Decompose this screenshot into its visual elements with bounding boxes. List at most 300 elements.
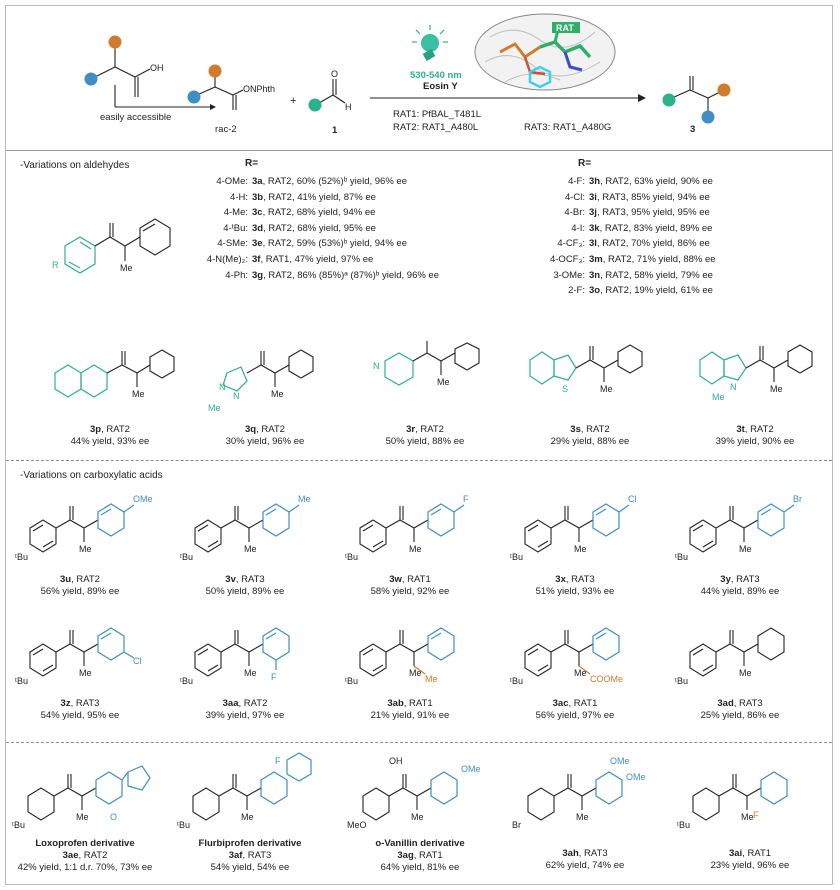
yield-ee: 64% yield, 81% ee: [380, 861, 460, 873]
drug-derivative-structure: [675, 750, 825, 835]
caption-line: [10, 710, 150, 722]
reaction-arrow: [370, 92, 650, 104]
aryl-substituent-label: ᵗBu: [12, 820, 25, 830]
yield-ee: 62% yield, 74% ee: [545, 859, 625, 871]
enzyme-label: , RAT3: [242, 849, 272, 861]
compound-caption: [10, 574, 150, 598]
compound-id: 3d: [252, 222, 264, 234]
compound-caption: [340, 698, 480, 722]
tbu-label: ᵗBu: [675, 676, 688, 686]
caption-line: [340, 710, 480, 722]
functional-group-label: F: [275, 756, 281, 766]
caption-line: [175, 710, 315, 722]
compound-caption: [505, 574, 645, 598]
h-label: H: [345, 102, 352, 112]
substituent-label: 4-Br:: [564, 207, 585, 219]
compound-caption: [340, 838, 500, 874]
compound-id: 3g: [252, 269, 264, 281]
rat2-definition: RAT2: RAT1_A480L: [393, 122, 479, 133]
compound-id: 3ad: [717, 698, 734, 709]
separator: ,: [263, 222, 269, 234]
methyl-label: Me: [741, 812, 754, 822]
methyl-label: Me: [600, 384, 613, 394]
result-text: RAT2, 70% yield, 86% ee: [602, 238, 710, 250]
caption-line: [170, 838, 330, 850]
enzyme-label: , RAT2: [256, 424, 285, 435]
caption-line: [10, 698, 150, 710]
compound-id: 3w: [389, 574, 402, 585]
compound-id: 3h: [589, 176, 601, 187]
yield-ee: 30% yield, 96% ee: [225, 435, 305, 447]
separator: ,: [260, 254, 266, 265]
acid-product-structure: [15, 612, 155, 702]
enzyme-label: , RAT2: [238, 698, 268, 709]
substituent-row: [525, 223, 712, 237]
compound-id: 3l: [589, 238, 597, 250]
aryl-substituent-label: Br: [512, 820, 521, 830]
substituent-label: 4-Me:: [223, 207, 248, 219]
compound-caption: [340, 574, 480, 598]
acid-product-structure: [345, 488, 485, 578]
enzyme-label: , RAT2: [101, 424, 130, 435]
compound-id: 3t: [736, 424, 745, 435]
light-wavelength: 530-540 nm: [410, 70, 462, 81]
compound-id: 3r: [406, 424, 416, 435]
compound-caption: [365, 424, 485, 448]
compound-id: 3ag: [397, 849, 414, 861]
compound-id: 3j: [589, 207, 597, 219]
separator: ,: [600, 176, 606, 187]
caption-line: [340, 574, 480, 586]
methyl-label: Me: [574, 668, 587, 678]
substituent-label: Cl: [628, 494, 637, 504]
caption-line: [205, 436, 325, 448]
substituent-label: 4-Ph:: [225, 269, 248, 281]
substituent-label: 4-OCF₃:: [549, 254, 585, 265]
aldehyde-structure: [305, 65, 355, 120]
yield-ee: 56% yield, 89% ee: [40, 585, 120, 597]
aldehyde-core-structure: [50, 215, 175, 290]
substituent-label: Br: [793, 494, 802, 504]
enzyme-label: , RAT1: [401, 574, 431, 585]
substituent-row: [525, 176, 713, 190]
caption-line: [50, 436, 170, 448]
result-text: RAT2, 68% yield, 94% ee: [267, 207, 376, 219]
result-text: RAT2, 60% (52%)ᵇ yield, 96% ee: [267, 176, 407, 187]
compound-caption: [5, 838, 165, 874]
caption-line: [170, 850, 330, 862]
compound-caption: [175, 574, 315, 598]
aryl-substituent-label: ᵗBu: [177, 820, 190, 830]
caption-line: [670, 698, 810, 710]
result-text: RAT2, 71% yield, 88% ee: [608, 254, 716, 265]
enzyme-label: , RAT2: [78, 849, 108, 861]
aldehyde-section-title: -Variations on aldehydes: [20, 160, 130, 171]
enzyme-label: , RAT2: [71, 574, 100, 585]
result-text: RAT2, 41% yield, 87% ee: [268, 191, 376, 203]
caption-line: [5, 850, 165, 862]
methyl-label: Me: [244, 668, 257, 678]
substituent-label: COOMe: [590, 674, 624, 684]
photocatalyst: Eosin Y: [423, 81, 458, 92]
substituent-label: 4-N(Me)₂:: [206, 254, 248, 265]
compound-id: 3v: [225, 574, 236, 585]
compound-caption: [670, 698, 810, 722]
caption-line: [340, 838, 500, 850]
compound-caption: [205, 424, 325, 448]
substituent-label: F: [271, 672, 277, 682]
rac2-label: rac-2: [215, 124, 237, 135]
n-methyl-label: Me: [712, 392, 725, 402]
enzyme-label: , RAT3: [235, 574, 265, 585]
substituent-row: [188, 207, 375, 221]
caption-line: [175, 574, 315, 586]
caption-line: [505, 698, 645, 710]
substituent-label: 4-H:: [230, 191, 248, 203]
separator: ,: [602, 254, 609, 265]
compound-id: 3o: [589, 285, 601, 297]
caption-line: [505, 586, 645, 598]
tbu-label: ᵗBu: [675, 552, 688, 562]
functional-group-label: OH: [389, 756, 403, 766]
yield-ee: 39% yield, 97% ee: [205, 709, 285, 721]
substituent-row: [188, 238, 407, 252]
yield-ee: 39% yield, 90% ee: [715, 435, 795, 447]
yield-ee: 25% yield, 86% ee: [700, 709, 780, 721]
rac2-structure: [185, 65, 275, 120]
compound-id: 3u: [60, 574, 72, 585]
derivative-name: o-Vanillin derivative: [375, 838, 465, 849]
result-text: RAT2, 86% (85%)ᵃ (87%)ᵇ yield, 96% ee: [268, 269, 440, 281]
caption-line: [365, 436, 485, 448]
r-equals-right: R=: [578, 158, 592, 169]
yield-ee: 21% yield, 91% ee: [370, 709, 450, 721]
methyl-label: Me: [437, 377, 450, 387]
acid-product-structure: [510, 488, 650, 578]
tbu-label: ᵗBu: [180, 552, 193, 562]
compound-caption: [530, 424, 650, 448]
caption-line: [5, 862, 165, 874]
enzyme-label: , RAT3: [730, 574, 760, 585]
caption-line: [670, 586, 810, 598]
product-structure: [660, 72, 740, 127]
blue-substituent-dot: [702, 111, 715, 124]
substituent-label: Cl: [133, 656, 142, 666]
oh-label: OH: [150, 63, 164, 73]
caption-line: [10, 574, 150, 586]
methyl-label: Me: [409, 668, 422, 678]
r-group-label: R: [52, 260, 59, 270]
enzyme-label: , RAT3: [565, 574, 595, 585]
enzyme-label: , RAT1: [413, 849, 443, 861]
result-text: RAT2, 58% yield, 79% ee: [605, 269, 713, 281]
caption-line: [205, 424, 325, 436]
aryl-substituent-label: MeO: [347, 820, 367, 830]
enzyme-pocket-graphic: [470, 12, 620, 92]
caption-line: [175, 698, 315, 710]
pyridyl-structure: [365, 345, 480, 415]
compound-id: 3e: [252, 238, 263, 250]
nitrogen-label: N: [233, 391, 240, 401]
n-methyl-label: Me: [208, 403, 221, 413]
methyl-label: Me: [241, 812, 254, 822]
onphth-label: ONPhth: [243, 84, 276, 94]
separator: ,: [263, 191, 269, 203]
compound-id: 3s: [570, 424, 581, 435]
substituent-label: 4-F:: [568, 176, 585, 187]
functional-group-label: OMe: [610, 756, 630, 766]
compound-id: 3a: [252, 176, 263, 187]
compound-caption: [670, 848, 830, 872]
blue-substituent-dot: [188, 91, 201, 104]
substituent-row: [188, 254, 373, 268]
light-bulb-icon: [408, 22, 458, 67]
compound-id: 3ah: [562, 848, 579, 859]
compound-id: 3z: [60, 698, 71, 709]
substituent-label: F: [463, 494, 469, 504]
divider-scheme: [6, 150, 832, 151]
drug-derivative-structure: [345, 750, 495, 835]
acid-section-title: -Variations on carboxylatic acids: [20, 470, 163, 481]
teal-substituent-dot: [663, 94, 676, 107]
compound-caption: [175, 698, 315, 722]
substituent-row: [525, 207, 710, 221]
compound-id: 3f: [252, 254, 261, 265]
separator: ,: [596, 207, 603, 219]
substituent-label: 2-F:: [568, 285, 585, 297]
caption-line: [670, 710, 810, 722]
compound-id: 3k: [589, 222, 600, 234]
substituent-label: 4-SMe:: [217, 238, 248, 250]
result-text: RAT2, 63% yield, 90% ee: [605, 176, 713, 187]
methyl-label: Me: [739, 544, 752, 554]
r-equals-left: R=: [245, 158, 259, 169]
enzyme-label: , RAT3: [70, 698, 100, 709]
yield-ee: 54% yield, 54% ee: [210, 861, 290, 873]
compound-caption: [695, 424, 815, 448]
substituent-label: OMe: [133, 494, 153, 504]
tbu-label: ᵗBu: [345, 676, 358, 686]
substituent-label: 4-CF₃:: [557, 238, 585, 250]
compound-caption: [170, 838, 330, 874]
caption-line: [50, 424, 170, 436]
functional-group-label: O: [110, 812, 118, 822]
methoxy-label: OMe: [626, 772, 646, 782]
caption-line: [10, 586, 150, 598]
compound-id: 3x: [555, 574, 566, 585]
separator: ,: [262, 176, 268, 187]
substituent-row: [188, 270, 439, 284]
result-text: RAT3, 85% yield, 94% ee: [602, 191, 710, 203]
product-label: 3: [690, 124, 696, 135]
enzyme-label: , RAT2: [580, 424, 610, 435]
aryl-substituent-label: ᵗBu: [677, 820, 690, 830]
yield-ee: 54% yield, 95% ee: [40, 709, 120, 721]
substituent-row: [525, 238, 710, 252]
methyl-label: Me: [120, 263, 133, 273]
caption-line: [170, 862, 330, 874]
orange-substituent-dot: [718, 84, 731, 97]
substituent-row: [525, 285, 713, 299]
acid-product-structure: [180, 488, 320, 578]
rat1-definition: RAT1: PfBAL_T481L: [393, 109, 482, 120]
tbu-label: ᵗBu: [510, 552, 523, 562]
caption-line: [505, 848, 665, 860]
naphthyl-structure: [40, 345, 175, 415]
yield-ee: 51% yield, 93% ee: [535, 585, 615, 597]
methyl-label: Me: [770, 384, 783, 394]
derivative-name: Loxoprofen derivative: [35, 838, 135, 849]
caption-line: [340, 850, 500, 862]
compound-caption: [10, 698, 150, 722]
methyl-label: Me: [79, 668, 92, 678]
methyl-label: Me: [574, 544, 587, 554]
acid-product-structure: [345, 612, 485, 702]
enzyme-label: , RAT3: [578, 848, 608, 859]
compound-id: 3q: [245, 424, 257, 435]
compound-id: 3p: [90, 424, 102, 435]
substituent-label: 4-Cl:: [564, 191, 585, 203]
compound-id: 3ae: [62, 849, 79, 861]
compound-id: 3b: [252, 191, 264, 203]
substituent-row: [188, 192, 376, 206]
acid-product-structure: [510, 612, 650, 702]
caption-line: [505, 710, 645, 722]
substituent-row: [525, 192, 710, 206]
rat3-definition: RAT3: RAT1_A480G: [524, 122, 612, 133]
caption-line: [670, 848, 830, 860]
compound-id: 3ai: [728, 848, 743, 859]
result-text: RAT2, 83% yield, 89% ee: [604, 222, 713, 234]
methyl-label: Me: [739, 668, 752, 678]
compound-id: 3n: [589, 269, 601, 281]
easily-accessible-label: easily accessible: [100, 112, 172, 123]
caption-line: [695, 436, 815, 448]
caption-line: [5, 838, 165, 850]
tbu-label: ᵗBu: [180, 676, 193, 686]
caption-line: [670, 860, 830, 872]
caption-line: [365, 424, 485, 436]
pyrazolyl-structure: [205, 345, 330, 420]
compound-id: 3c: [252, 207, 263, 219]
teal-substituent-dot: [309, 99, 322, 112]
separator: ,: [262, 238, 268, 250]
separator: ,: [262, 207, 268, 219]
caption-line: [505, 860, 665, 872]
sulfur-label: S: [562, 384, 569, 394]
compound-id: 3ac: [552, 698, 569, 709]
compound-caption: [505, 698, 645, 722]
separator: ,: [599, 222, 605, 234]
result-text: RAT2, 19% yield, 61% ee: [605, 285, 713, 297]
yield-ee: 44% yield, 89% ee: [700, 585, 780, 597]
orange-substituent-dot: [109, 36, 122, 49]
caption-line: [175, 586, 315, 598]
yield-ee: 29% yield, 88% ee: [550, 435, 630, 447]
tbu-label: ᵗBu: [345, 552, 358, 562]
caption-line: [340, 862, 500, 874]
caption-line: [695, 424, 815, 436]
o-label: O: [331, 69, 339, 79]
acid-product-structure: [675, 612, 815, 702]
separator: ,: [600, 285, 606, 297]
methyl-label: Me: [132, 389, 145, 399]
divider-acids: [6, 742, 832, 743]
methyl-label: Me: [244, 544, 257, 554]
methyl-label: Me: [409, 544, 422, 554]
yield-ee: 23% yield, 96% ee: [710, 859, 790, 871]
substituent-label: 4-I:: [571, 222, 585, 234]
enzyme-label: , RAT2: [744, 424, 774, 435]
result-text: RAT2, 68% yield, 95% ee: [268, 222, 376, 234]
methyl-label: Me: [411, 812, 424, 822]
substituent-row: [525, 254, 716, 268]
result-text: RAT2, 59% (53%)ᵇ yield, 94% ee: [267, 238, 407, 250]
acid-product-structure: [15, 488, 155, 578]
compound-id: 3ab: [387, 698, 404, 709]
result-text: RAT3, 95% yield, 95% ee: [602, 207, 710, 219]
yield-ee: 58% yield, 92% ee: [370, 585, 450, 597]
caption-line: [340, 698, 480, 710]
substituent-label: 4-OMe:: [216, 176, 248, 187]
compound-id: 3i: [589, 191, 597, 203]
methoxy-label: OMe: [461, 764, 481, 774]
drug-derivative-structure: [510, 750, 660, 835]
enzyme-label: , RAT1: [403, 698, 433, 709]
compound-id: 3aa: [222, 698, 239, 709]
substituent-row: [188, 176, 407, 190]
yield-ee: 50% yield, 89% ee: [205, 585, 285, 597]
caption-line: [505, 574, 645, 586]
compound-caption: [670, 574, 810, 598]
acid-product-structure: [675, 488, 815, 578]
substituent-row: [525, 270, 713, 284]
benzothienyl-structure: [520, 340, 650, 415]
yield-ee: 50% yield, 88% ee: [385, 435, 465, 447]
separator: ,: [600, 269, 606, 281]
blue-substituent-dot: [85, 73, 98, 86]
substituent-row: [188, 223, 376, 237]
nitrogen-label: N: [730, 382, 737, 392]
plus-sign: +: [290, 95, 297, 107]
tbu-label: ᵗBu: [510, 676, 523, 686]
substituent-label: Me: [298, 494, 311, 504]
enzyme-label: , RAT1: [568, 698, 598, 709]
acid-product-structure: [180, 612, 320, 702]
nitrogen-label: N: [373, 361, 380, 371]
orange-substituent-dot: [209, 65, 222, 78]
yield-ee: 56% yield, 97% ee: [535, 709, 615, 721]
result-text: RAT1, 47% yield, 97% ee: [265, 254, 374, 265]
nitrogen-label: N: [219, 382, 226, 392]
caption-line: [340, 586, 480, 598]
enzyme-label: , RAT1: [742, 848, 772, 859]
tbu-label: ᵗBu: [15, 676, 28, 686]
substituent-label: 4-ᵗBu:: [223, 222, 248, 234]
methyl-label: Me: [576, 812, 589, 822]
compound-caption: [505, 848, 665, 872]
methyl-label: Me: [79, 544, 92, 554]
caption-line: [530, 424, 650, 436]
caption-line: [670, 574, 810, 586]
separator: ,: [596, 191, 603, 203]
drug-derivative-structure: [175, 750, 325, 835]
enzyme-label: , RAT2: [415, 424, 444, 435]
indolyl-structure: [690, 340, 825, 420]
scheme-acid-structure: [70, 25, 180, 125]
compound-caption: [50, 424, 170, 448]
caption-line: [530, 436, 650, 448]
